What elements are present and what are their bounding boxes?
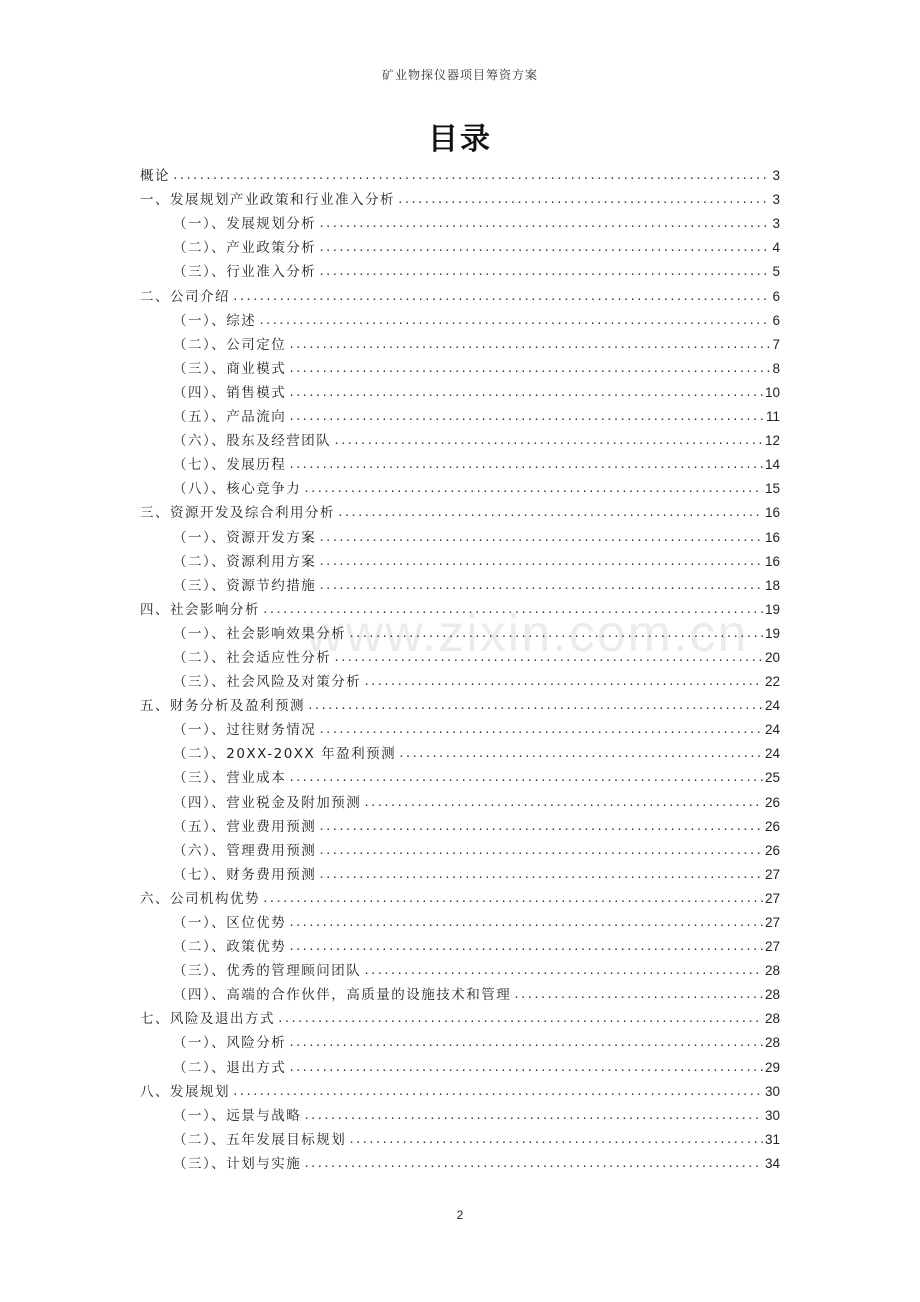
toc-dot-leader [318,577,763,595]
toc-dot-leader [303,1107,763,1125]
toc-entry-title: （二）、政策优势 [173,939,287,956]
toc-entry[interactable] [140,956,780,980]
toc-dot-leader [288,456,763,474]
toc-entry-page: 24 [764,722,780,738]
toc-entry[interactable] [140,185,780,209]
toc-entry-page: 31 [764,1131,780,1147]
toc-entry-title: （一）、资源开发方案 [173,529,317,546]
toc-dot-leader [303,480,763,498]
toc-entry-page: 15 [764,481,780,497]
toc-dot-leader [513,986,763,1004]
toc-entry-page: 30 [764,1083,780,1099]
toc-entry-page: 3 [772,216,780,232]
table-of-contents [140,161,780,1173]
toc-dot-leader [262,890,763,908]
toc-entry[interactable] [140,667,780,691]
toc-entry-page: 16 [764,553,780,569]
toc-entry[interactable] [140,378,780,402]
toc-dot-leader [333,432,763,450]
toc-entry-title: （一）、发展规划分析 [173,216,317,233]
toc-entry-title: 五、财务分析及盈利预测 [140,698,305,715]
toc-entry[interactable] [140,426,780,450]
toc-dot-leader [398,745,763,763]
toc-entry-page: 5 [772,264,780,280]
toc-entry-page: 19 [764,601,780,617]
toc-entry-title: （三）、资源节约措施 [173,577,317,594]
toc-entry[interactable] [140,763,780,787]
toc-dot-leader [288,769,763,787]
toc-dot-leader [277,1010,763,1028]
toc-dot-leader [288,408,764,426]
toc-entry[interactable] [140,1028,780,1052]
toc-dot-leader [363,794,763,812]
toc-entry[interactable] [140,547,780,571]
toc-dot-leader [288,1034,763,1052]
toc-dot-leader [288,384,763,402]
toc-entry[interactable] [140,1125,780,1149]
toc-entry-page: 28 [764,1035,780,1051]
toc-entry[interactable] [140,643,780,667]
toc-entry-page: 11 [765,409,780,425]
toc-entry-page: 28 [764,963,780,979]
toc-entry-page: 19 [764,625,780,641]
toc-entry[interactable] [140,1052,780,1076]
toc-entry-title: （一）、区位优势 [173,915,287,931]
toc-entry-title: （三）、行业准入分析 [173,264,317,281]
toc-entry-page: 28 [764,987,780,1003]
toc-entry-page: 16 [764,529,780,545]
toc-dot-leader [232,288,770,306]
toc-entry-title: （二）、公司定位 [173,336,287,353]
toc-entry[interactable] [140,715,780,739]
toc-entry-page: 18 [764,577,780,593]
toc-dot-leader [318,553,763,571]
toc-dot-leader [303,1155,763,1173]
toc-entry[interactable] [140,787,780,811]
toc-entry-title: 一、发展规划产业政策和行业准入分析 [140,192,395,209]
toc-entry[interactable] [140,595,780,619]
toc-entry-title: （一）、过往财务情况 [173,722,317,739]
toc-entry-page: 27 [764,939,780,955]
toc-dot-leader [363,962,763,980]
toc-entry-title: （一）、社会影响效果分析 [173,625,347,642]
toc-entry-page: 27 [764,866,780,882]
toc-entry-title: （五）、产品流向 [173,409,287,426]
toc-entry-title: （二）、资源利用方案 [173,553,317,570]
toc-entry-title: （二）、社会适应性分析 [173,649,332,666]
toc-entry-title: （七）、发展历程 [173,457,287,474]
toc-entry-title: （一）、风险分析 [173,1035,287,1052]
toc-entry[interactable] [140,619,780,643]
toc-entry-title: （一）、综述 [173,312,257,329]
toc-entry[interactable] [140,498,780,522]
toc-dot-leader [318,866,763,884]
toc-entry[interactable] [140,209,780,233]
toc-entry-page: 3 [772,168,780,184]
toc-entry[interactable] [140,739,780,763]
toc-entry[interactable] [140,860,780,884]
toc-entry-title: （三）、优秀的管理顾问团队 [173,963,362,980]
toc-dot-leader [318,818,763,836]
toc-entry[interactable] [140,402,780,426]
toc-dot-leader [288,938,763,956]
toc-entry-page: 6 [772,312,780,328]
toc-entry-page: 26 [764,818,780,834]
toc-dot-leader [318,842,763,860]
toc-dot-leader [318,263,770,281]
toc-entry[interactable] [140,257,780,281]
toc-entry[interactable] [140,450,780,474]
toc-entry-title: （四）、高端的合作伙伴，高质量的设施技术和管理 [173,987,512,1004]
toc-entry[interactable] [140,980,780,1004]
toc-entry[interactable] [140,1149,780,1173]
toc-entry-page: 26 [764,842,780,858]
toc-dot-leader [288,1059,763,1077]
toc-entry[interactable] [140,908,780,932]
toc-entry[interactable] [140,281,780,305]
toc-entry-title: （五）、营业费用预测 [173,818,317,835]
toc-dot-leader [363,673,763,691]
toc-entry-title: （三）、计划与实施 [173,1155,302,1172]
toc-entry-page: 27 [764,890,780,906]
toc-entry-page: 22 [764,674,780,690]
toc-entry[interactable] [140,474,780,498]
toc-entry-title: （四）、销售模式 [173,384,287,401]
toc-entry[interactable] [140,161,780,185]
toc-dot-leader [288,336,770,354]
toc-entry[interactable] [140,836,780,860]
toc-entry-page: 24 [764,746,780,762]
toc-entry[interactable] [140,884,780,908]
toc-entry-title: 四、社会影响分析 [140,601,260,618]
page-number: 2 [456,1208,464,1222]
toc-entry-title: （二）、退出方式 [173,1059,287,1076]
toc-entry-page: 26 [764,794,780,810]
toc-entry[interactable] [140,1004,780,1028]
toc-dot-leader [172,167,770,185]
toc-entry-title: （三）、商业模式 [173,360,287,377]
toc-entry-title: 三、资源开发及综合利用分析 [140,505,335,522]
toc-entry-title: （二）、五年发展目标规划 [173,1131,347,1148]
toc-entry-page: 20 [764,649,780,665]
toc-dot-leader [258,312,770,330]
watermark: www.zixin.com.cn [306,605,749,663]
toc-entry-page: 27 [764,915,780,930]
toc-entry-title: 八、发展规划 [140,1083,230,1100]
toc-entry-page: 28 [764,1011,780,1027]
toc-entry[interactable] [140,691,780,715]
toc-dot-leader [397,191,770,209]
toc-dot-leader [262,601,763,619]
toc-entry[interactable] [140,522,780,546]
toc-dot-leader [318,239,770,257]
toc-entry-title: （三）、营业成本 [173,770,287,787]
toc-dot-leader [348,1131,763,1149]
toc-dot-leader [318,721,763,739]
toc-entry-title: 概论 [140,168,170,185]
toc-dot-leader [333,649,763,667]
toc-entry-page: 34 [764,1155,780,1171]
toc-entry-title: 六、公司机构优势 [140,890,260,907]
toc-dot-leader [307,697,763,715]
toc-entry-page: 3 [772,192,780,208]
toc-entry-title: 七、风险及退出方式 [140,1011,275,1028]
toc-entry-page: 29 [764,1059,780,1075]
toc-entry-title: （四）、营业税金及附加预测 [173,794,362,811]
toc-dot-leader [337,504,763,522]
toc-entry[interactable] [140,233,780,257]
toc-entry-page: 4 [772,240,780,256]
toc-entry[interactable] [140,1101,780,1125]
toc-entry-page: 30 [764,1107,780,1123]
toc-entry-title: （六）、股东及经营团队 [173,433,332,450]
toc-entry-title: （二）、产业政策分析 [173,240,317,257]
toc-dot-leader [288,360,770,378]
toc-dot-leader [318,529,763,547]
toc-entry[interactable] [140,330,780,354]
toc-entry-title: （一）、远景与战略 [173,1107,302,1124]
toc-dot-leader [318,215,770,233]
toc-entry[interactable] [140,306,780,330]
toc-entry-page: 12 [764,433,780,449]
toc-entry-page: 24 [764,698,780,714]
toc-entry-page: 6 [772,288,780,304]
toc-entry-title: （六）、管理费用预测 [173,842,317,859]
toc-entry-page: 16 [764,505,780,521]
toc-entry[interactable] [140,354,780,378]
toc-entry-title: （三）、社会风险及对策分析 [173,674,362,691]
toc-entry[interactable] [140,932,780,956]
toc-entry-page: 8 [772,360,780,376]
toc-entry-title: （七）、财务费用预测 [173,866,317,883]
toc-dot-leader [232,1083,763,1101]
toc-entry[interactable] [140,571,780,595]
toc-entry[interactable] [140,1077,780,1101]
toc-entry-page: 14 [764,457,780,473]
toc-entry[interactable] [140,812,780,836]
toc-dot-leader [348,625,763,643]
toc-entry-title: 二、公司介绍 [140,288,230,305]
toc-entry-title: （二）、20XX-20XX 年盈利预测 [173,746,397,763]
toc-dot-leader [288,914,763,932]
toc-entry-title: （八）、核心竞争力 [173,481,302,498]
toc-title: 目录 [428,122,492,157]
toc-entry-page: 7 [772,336,780,352]
page-header: 矿业物探仪器项目筹资方案 [381,68,538,82]
toc-entry-page: 25 [764,770,780,786]
toc-entry-page: 10 [764,384,780,400]
